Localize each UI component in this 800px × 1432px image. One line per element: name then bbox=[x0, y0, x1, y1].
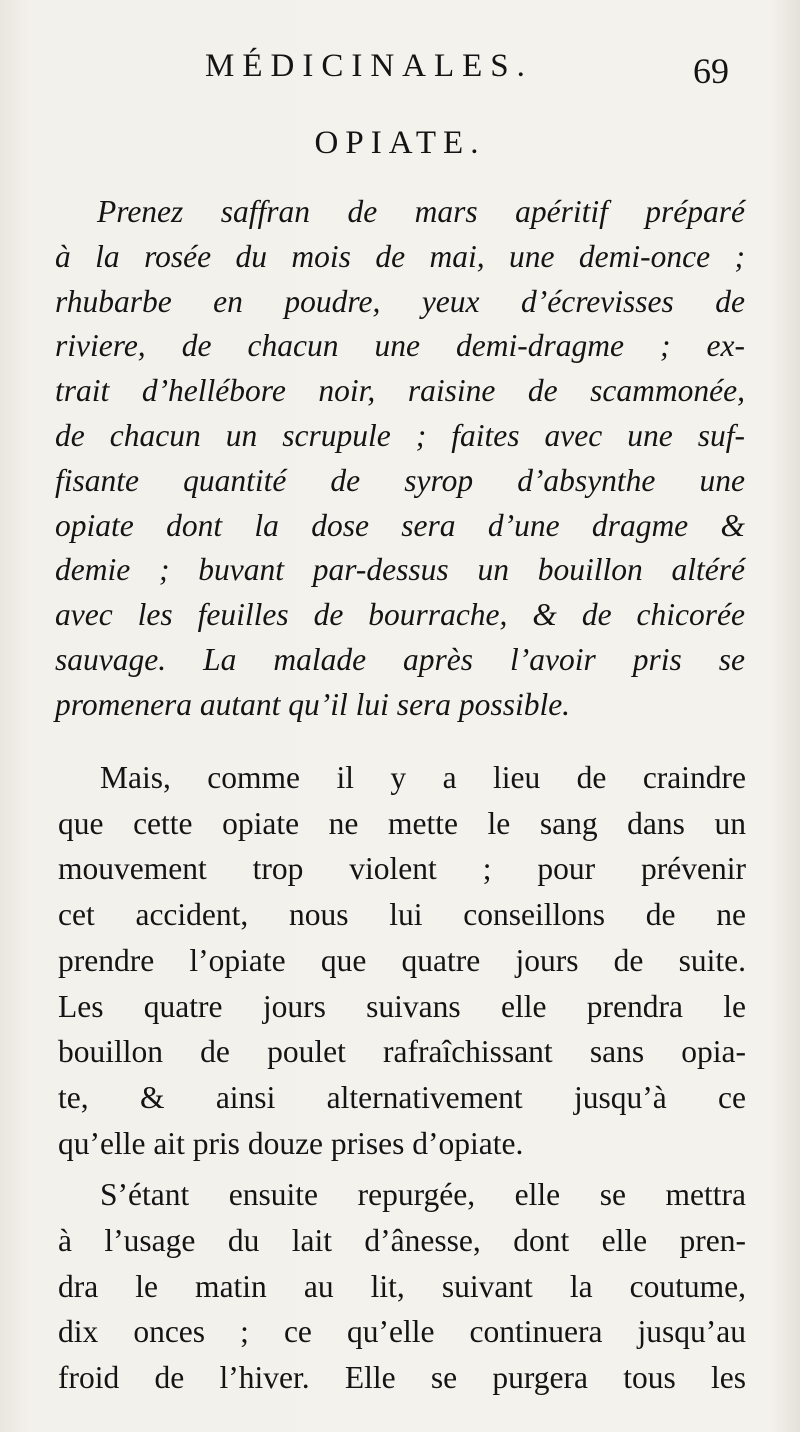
recipe-line: promenera autant qu’il lui sera possible. bbox=[55, 686, 571, 722]
recipe-line: avec les feuilles de bourrache, & de chicorée bbox=[55, 597, 745, 633]
text-line: mouvement trop violent ; pour prévenir bbox=[58, 851, 746, 887]
page-header bbox=[0, 48, 800, 98]
recipe-line: opiate dont la dose sera d’une dragme & bbox=[55, 507, 745, 543]
text-line: dix onces ; ce qu’elle continuera jusqu’au bbox=[58, 1314, 746, 1350]
recipe-line: à la rosée du mois de mai, une demi-once ; bbox=[55, 238, 745, 274]
paragraph-1 bbox=[58, 755, 746, 1166]
running-title: MÉDICINALES. bbox=[205, 48, 533, 84]
text-line: Les quatre jours suivans elle prendra le bbox=[58, 988, 746, 1024]
recipe-paragraph bbox=[55, 190, 745, 728]
text-line: à l’usage du lait d’ânesse, dont elle pren- bbox=[58, 1223, 746, 1259]
text-line: te, & ainsi alternativement jusqu’à ce bbox=[58, 1079, 746, 1115]
recipe-line: sauvage. La malade après l’avoir pris se bbox=[55, 641, 745, 677]
recipe-line: de chacun un scrupule ; faites avec une suf- bbox=[55, 417, 745, 453]
recipe-line: fisante quantité de syrop d’absynthe une bbox=[55, 462, 745, 498]
recipe-line: riviere, de chacun une demi-dragme ; ex- bbox=[55, 328, 745, 364]
text-line: cet accident, nous lui conseillons de ne bbox=[58, 897, 746, 933]
page-number: 69 bbox=[693, 51, 729, 91]
recipe-heading: OPIATE. bbox=[314, 125, 486, 161]
recipe-line: rhubarbe en poudre, yeux d’écrevisses de bbox=[55, 283, 745, 319]
recipe-line: Prenez saffran de mars apéritif préparé bbox=[97, 194, 745, 229]
text-line: froid de l’hiver. Elle se purgera tous les bbox=[58, 1360, 746, 1396]
text-line: que cette opiate ne mette le sang dans un bbox=[58, 805, 746, 841]
recipe-line: demie ; buvant par-dessus un bouillon altéré bbox=[55, 552, 745, 588]
text-line: prendre l’opiate que quatre jours de suite. bbox=[58, 942, 746, 978]
text-line: S’étant ensuite repurgée, elle se mettra bbox=[100, 1177, 746, 1213]
body-text bbox=[58, 755, 746, 1401]
recipe-line: trait d’hellébore noir, raisine de scammonée, bbox=[55, 373, 745, 409]
text-line: qu’elle ait pris douze prises d’opiate. bbox=[58, 1125, 524, 1161]
text-line: Mais, comme il y a lieu de craindre bbox=[100, 760, 746, 795]
text-line: bouillon de poulet rafraîchissant sans opia- bbox=[58, 1034, 746, 1070]
text-line: dra le matin au lit, suivant la coutume, bbox=[58, 1268, 746, 1304]
paragraph-2 bbox=[58, 1172, 746, 1401]
